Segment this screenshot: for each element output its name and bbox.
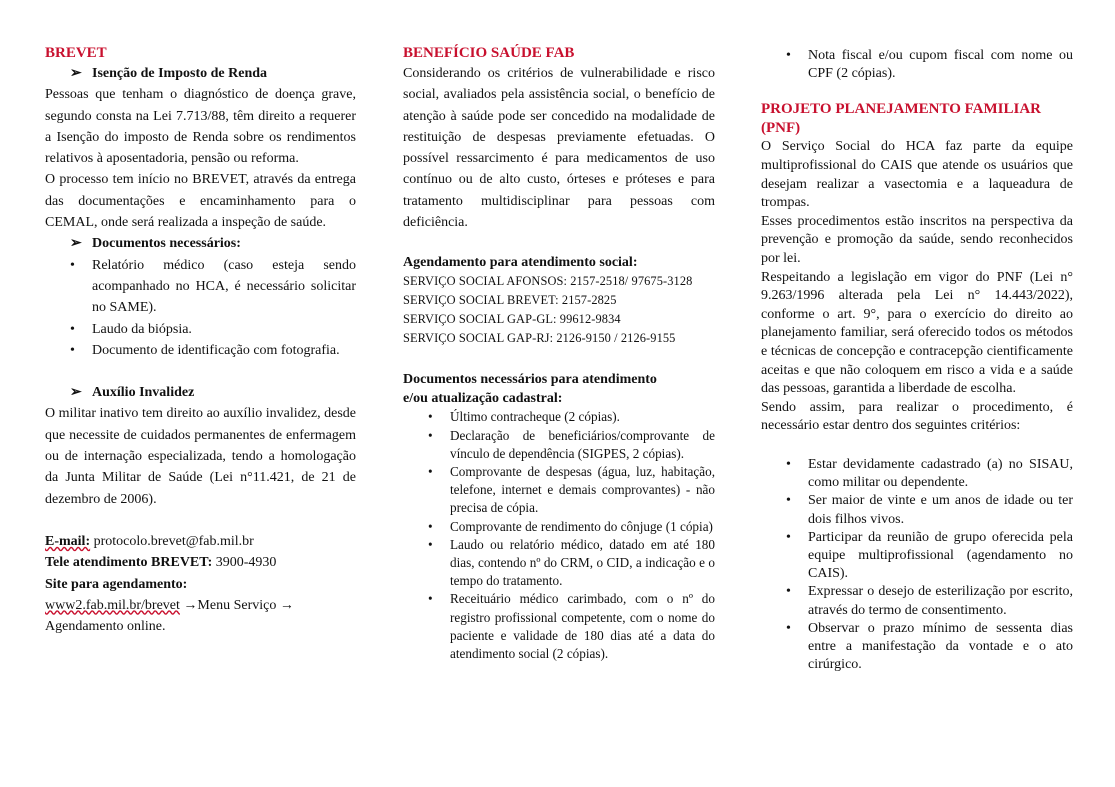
arrow-bullet-icon: ➢ [70,66,82,81]
email-link[interactable]: protocolo.brevet@fab.mil.br [93,533,254,549]
phone-line [45,552,356,573]
bullet-icon: • [786,529,791,545]
list-item [786,620,1073,675]
subsection-label: Auxílio Invalidez [92,385,195,401]
documents-list [70,255,356,361]
section-title-brevet: BREVET [45,45,107,61]
list-item [70,319,356,340]
site-label: Site para agendamento: [45,576,188,592]
list-item [428,536,715,591]
site-path-step: Agendamento online. [45,619,166,635]
list-item [428,463,715,518]
scheduling-title: Agendamento para atendimento social: [403,255,638,271]
bullet-icon: • [428,536,433,552]
list-item [428,518,715,536]
arrow-bullet-icon: ➢ [70,236,82,252]
bullet-icon: • [786,48,791,63]
site-link[interactable]: www2.fab.mil.br/brevet [45,597,180,613]
list-item-text: Estar devidamente cadastrado (a) no SISAU, como militar ou dependente. [808,456,1073,491]
paragraph-pnf-1: O Serviço Social do HCA faz parte da equipe multiprofissional do CAIS que atende os usuários que desejam realizar a vasectomia e a laqueadura de trompas. [761,139,1073,211]
bullet-icon: • [786,456,791,472]
list-item-text: Último contracheque (2 cópias). [450,409,620,425]
arrow-bullet-icon: ➢ [70,385,82,401]
phone-number: 3900-4930 [215,555,277,571]
list-item-text: Receituário médico carimbado, com o nº do registro profissional competente, com o nome do paciente e validade de 180 dias até a data do atendimento social (2 cópias). [450,591,715,662]
column-beneficio [403,44,715,663]
subsection-title-auxilio [45,382,356,403]
list-item-text: Comprovante de rendimento do cônjuge (1 cópia) [450,518,713,534]
list-item-text: Laudo da biópsia. [92,321,192,337]
email-label: E-mail: [45,533,91,549]
list-item [786,456,1073,492]
paragraph-pnf-3: Respeitando a legislação em vigor do PNF (Lei n° 9.263/1996 alterada pela Lei n° 14.443/2022), conforme o art. 9°, para o exercício do direito ao planejamento familiar, será oferecido todos os métodos e técnicas de concepção e contracepção cientificamente aceitas e que não coloquem em risco a vida e a saúde das pessoas, garantida a liberdade de escolha. [761,269,1073,397]
list-item [786,583,1073,619]
list-item-text: Relatório médico (caso esteja sendo acompanhado no HCA, é necessário solicitar no SAME). [92,257,356,316]
site-path-step: Menu [197,597,231,613]
arrow-right-icon: → [279,597,294,613]
bullet-icon: • [428,591,433,607]
subsection-label: Isenção de Imposto de Renda [92,66,268,81]
email-line [45,531,356,552]
list-item-text: Expressar o desejo de esterilização por escrito, através do termo de consentimento. [808,584,1073,618]
list-item-text: Observar o prazo mínimo de sessenta dias entre a manifestação da vontade e o ato cirúrgico. [808,620,1073,673]
site-path [45,595,356,638]
bullet-icon: • [428,518,433,534]
bullet-icon: • [786,584,791,600]
list-item-text: Declaração de beneficiários/comprovante de vínculo de dependência (SIGPES, 2 cópias). [450,427,715,461]
section-title-beneficio: BENEFÍCIO SAÚDE FAB [403,45,575,61]
documents-title: Documentos necessários para atendimento [403,372,657,388]
documents-list-continued [786,47,1073,83]
documents-list [428,408,715,663]
paragraph-pnf-4: Sendo assim, para realizar o procedimento, é necessário estar dentro dos seguintes critérios: [761,399,1073,434]
arrow-right-icon: → [183,597,198,613]
bullet-icon: • [70,257,75,273]
list-item-text: Nota fiscal e/ou cupom fiscal com nome ou CPF (2 cópias). [808,48,1073,82]
list-item-text: Documento de identificação com fotografia. [92,342,340,358]
list-item-text: Comprovante de despesas (água, luz, habitação, telefone, internet e demais comprovantes) - não precisa de cópia. [450,463,715,516]
list-item [786,492,1073,528]
list-item-text: Ser maior de vinte e um anos de idade ou ter dois filhos vivos. [808,493,1073,527]
paragraph-auxilio: O militar inativo tem direito ao auxílio invalidez, desde que necessite de cuidados permanentes de enfermagem ou de internação especializada, tendo a homologação da Junta Militar de Saúde (Lei n°11.421, de 21 de dezembro de 2006). [45,406,356,507]
subsection-title-documentos [45,233,356,254]
bullet-icon: • [428,463,433,479]
criteria-list [786,456,1073,674]
list-item-text: Laudo ou relatório médico, datado em até 180 dias, contendo nº do CRM, o CID, a indicação e o tempo do tratamento. [450,536,715,589]
phone-row: SERVIÇO SOCIAL BREVET: 2157-2825 [403,293,617,308]
phone-row: SERVIÇO SOCIAL AFONSOS: 2157-2518/ 97675-3128 [403,274,693,289]
section-title-pnf: PROJETO PLANEJAMENTO FAMILIAR (PNF) [761,101,1042,137]
list-item [70,255,356,319]
subsection-title-isencao [45,63,356,84]
list-item [786,529,1073,584]
column-planejamento [761,47,1073,674]
list-item [70,340,356,361]
paragraph-beneficio: Considerando os critérios de vulnerabilidade e risco social, avaliados pela assistência social, o benefício de atenção à saúde pode ser concedido na modalidade de restituição de despesas previamente efetuadas. O possível ressarcimento é para medicamentos de uso contínuo ou de alto custo, órteses e próteses e para tratamento multidisciplinar para pessoas com deficiência. [403,66,715,231]
phone-row: SERVIÇO SOCIAL GAP-GL: 99612-9834 [403,312,621,327]
bullet-icon: • [428,427,433,443]
phone-label: Tele atendimento BREVET: [45,555,213,571]
list-item [428,408,715,426]
list-item-text: Participar da reunião de grupo oferecida pela equipe multiprofissional (agendamento no CAIS). [808,529,1073,582]
bullet-icon: • [70,321,75,337]
bullet-icon: • [428,409,433,425]
paragraph-isencao: Pessoas que tenham o diagnóstico de doença grave, segundo consta na Lei 7.713/88, têm direito a requerer a Isenção do imposto de Renda sobre os rendimentos relativos à aposentadoria, pensão ou reforma. [45,87,356,167]
list-item [428,590,715,663]
paragraph-pnf-2: Esses procedimentos estão inscritos na perspectiva da prevenção e promoção da saúde, sendo reconhecidos por lei. [761,213,1073,266]
bullet-icon: • [786,620,791,636]
subsection-label: Documentos necessários: [92,236,241,252]
list-item [428,427,715,463]
list-item [786,47,1073,83]
documents-title-2: e/ou atualização cadastral: [403,391,563,407]
bullet-icon: • [786,493,791,509]
column-brevet [45,44,356,637]
bullet-icon: • [70,342,75,358]
site-path-step: Serviço [233,597,277,613]
phone-row: SERVIÇO SOCIAL GAP-RJ: 2126-9150 / 2126-9155 [403,331,676,346]
paragraph-processo: O processo tem início no BREVET, através da entrega das documentações e encaminhamento para o CEMAL, onde será realizada a inspeção de saúde. [45,172,356,231]
